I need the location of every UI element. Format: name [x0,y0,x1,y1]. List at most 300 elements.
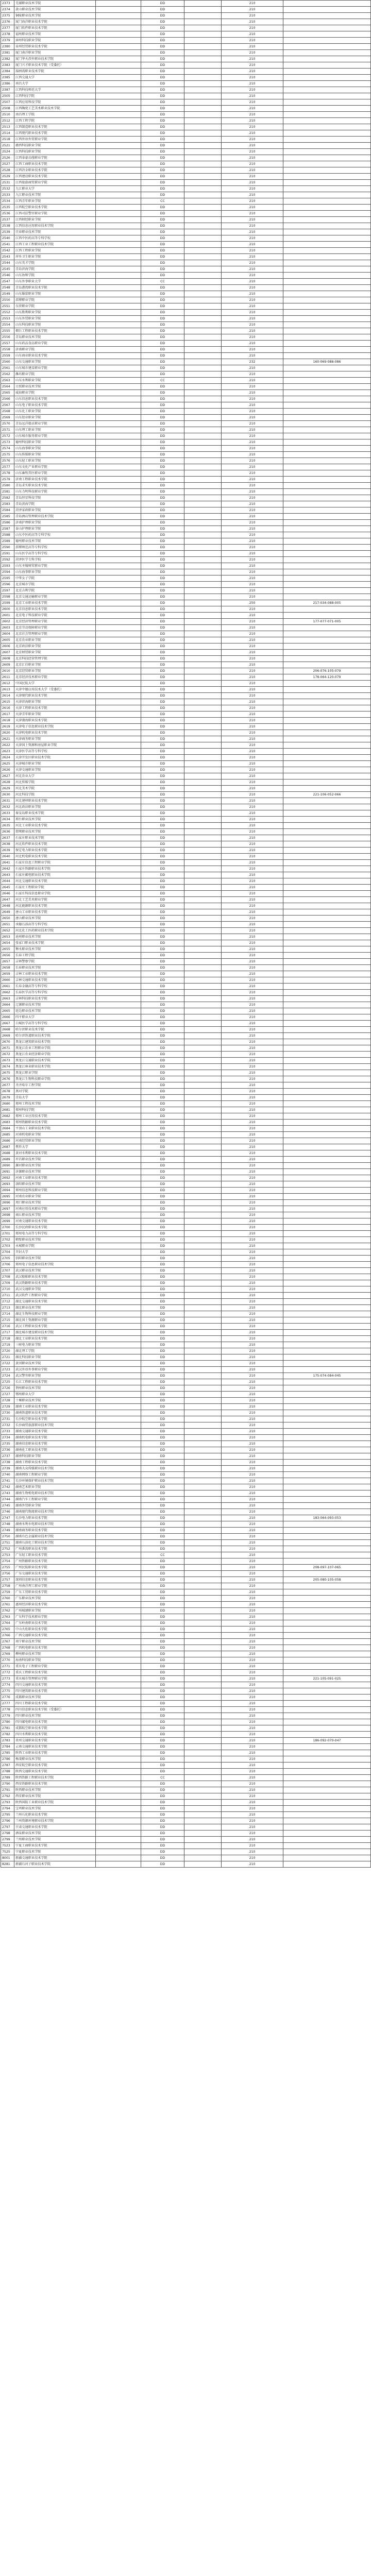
table-cell: DD [141,631,184,637]
table-cell [184,69,222,75]
table-row [1,1014,371,1021]
table-cell: DD [141,44,184,50]
table-cell [184,87,222,93]
table-cell: 2641 [1,860,14,866]
table-cell [184,322,222,328]
table-cell: 白城医学高等专科学校 [14,1021,96,1027]
table-cell: 210 [222,730,283,736]
table-cell: 2573 [1,439,14,446]
table-cell: DD [141,1422,184,1429]
table-cell: DD [141,452,184,458]
table-cell: 2669 [1,1033,14,1039]
table-cell [184,1398,222,1404]
table-cell [96,303,141,310]
table-cell: DD [141,1453,184,1460]
table-cell: DD [141,1478,184,1484]
table-cell: DD [141,38,184,44]
table-cell [283,520,371,526]
table-cell [283,1039,371,1045]
table-cell: 210 [222,643,283,650]
table-cell: 长江工程职业技术学院 [14,1379,96,1385]
table-cell: 长沙环境保护职业技术学院 [14,1478,96,1484]
table-cell: 210 [222,7,283,13]
table-cell: 210 [222,1181,283,1188]
table-cell: 2613 [1,687,14,693]
table-cell [283,353,371,359]
table-cell [184,1089,222,1095]
table-cell [184,637,222,643]
table-cell [96,1812,141,1818]
table-cell: 2555 [1,328,14,334]
table-cell: 2518 [1,137,14,143]
table-cell [96,693,141,699]
table-row [1,1379,371,1385]
table-cell: 210 [222,705,283,711]
table-cell [96,631,141,637]
table-cell [96,1756,141,1762]
table-row [1,1565,371,1571]
table-cell: 江西陶瓷工艺美术职业技术学院 [14,106,96,112]
table-cell: 210 [222,217,283,223]
table-cell: 210 [222,1626,283,1633]
table-cell: 210 [222,1373,283,1379]
table-row [1,1194,371,1200]
table-cell [96,316,141,322]
table-cell: DD [141,996,184,1002]
table-cell: 黑河学院 [14,1089,96,1095]
table-cell [96,130,141,137]
table-row [1,192,371,198]
table-cell: 2731 [1,1416,14,1422]
table-cell: DD [141,260,184,266]
table-cell [283,1571,371,1577]
table-cell: 石家庄信息工程职业学院 [14,860,96,866]
table-cell: 2762 [1,1608,14,1614]
table-cell [283,563,371,569]
table-row [1,606,371,613]
table-cell [283,909,371,916]
table-cell: 2725 [1,1379,14,1385]
table-cell [283,69,371,75]
table-cell [96,1354,141,1361]
table-cell: DD [141,1256,184,1262]
table-cell: 2603 [1,625,14,631]
table-cell [184,891,222,897]
table-cell: 2685 [1,1132,14,1138]
table-cell: DD [141,1033,184,1039]
table-cell: 2601 [1,613,14,619]
table-cell: 黑龙江交通职业技术学院 [14,1058,96,1064]
table-cell: 210 [222,1787,283,1793]
table-cell: DD [141,1571,184,1577]
table-cell: 210 [222,396,283,402]
table-cell [184,334,222,341]
table-cell: 175-074-084-045 [283,1373,371,1379]
table-cell: 210 [222,551,283,557]
table-cell [283,1052,371,1058]
table-cell: 天津机电职业技术学院 [14,730,96,736]
table-cell: DD [141,130,184,137]
table-cell: 山东城市建设职业学院 [14,365,96,371]
table-cell [96,996,141,1002]
table-row [1,823,371,829]
table-cell [184,1367,222,1373]
table-row [1,446,371,452]
table-cell [184,489,222,495]
table-cell: 宁夏工商职业技术学院 [14,1843,96,1849]
table-cell [184,1769,222,1775]
table-cell [283,1713,371,1719]
table-cell: 210 [222,1361,283,1367]
table-cell: 广东轻工职业技术学院 [14,1552,96,1558]
table-row [1,761,371,767]
table-cell: 武汉铁路职业技术学院 [14,1280,96,1286]
table-cell [184,1453,222,1460]
table-cell: 江西外语外贸职业学院 [14,137,96,143]
table-cell [184,575,222,582]
table-cell [184,1138,222,1144]
table-cell: 2707 [1,1268,14,1274]
table-cell [283,1670,371,1676]
table-cell [96,1212,141,1218]
table-cell [96,1701,141,1707]
table-cell: 210 [222,1515,283,1521]
table-row [1,1101,371,1107]
table-cell [96,1039,141,1045]
table-cell [283,1070,371,1076]
table-cell: 湖南外贸职业学院 [14,1503,96,1509]
table-cell [283,371,371,378]
table-cell: 210 [222,1472,283,1478]
table-cell [283,421,371,427]
table-cell: 2668 [1,1027,14,1033]
table-cell: 武汉工程职业技术学院 [14,1324,96,1330]
table-cell [283,532,371,538]
table-row [1,866,371,872]
table-cell [184,977,222,984]
table-cell: 210 [222,143,283,149]
table-cell: 黄冈职业技术学院 [14,1361,96,1367]
table-cell: 2783 [1,1738,14,1744]
table-cell: DD [141,1596,184,1602]
table-row [1,1719,371,1725]
table-cell: 2793 [1,1800,14,1806]
table-cell [96,526,141,532]
table-cell [184,786,222,792]
table-cell [96,1769,141,1775]
table-cell: 南昌理工学院 [14,112,96,118]
table-cell [184,347,222,353]
table-cell [184,396,222,402]
table-cell [96,1713,141,1719]
table-cell [96,1256,141,1262]
table-row [1,266,371,273]
table-cell: DD [141,1330,184,1336]
table-cell: 广州南洋理工职业学院 [14,1583,96,1589]
table-cell [96,477,141,483]
table-cell: 2687 [1,1144,14,1150]
table-cell: DD [141,1089,184,1095]
table-cell: CC [141,279,184,285]
table-cell [96,1861,141,1868]
table-row [1,1138,371,1144]
table-cell [96,1014,141,1021]
table-cell: DD [141,953,184,959]
table-cell [184,569,222,575]
table-row [1,464,371,470]
table-cell: DD [141,1324,184,1330]
table-cell: 德州职业技术学院 [14,538,96,545]
table-cell: DD [141,353,184,359]
table-cell: 长沙航空职业技术学院 [14,1416,96,1422]
table-cell: 210 [222,1392,283,1398]
table-cell [184,1113,222,1120]
table-cell [283,984,371,990]
table-cell: DD [141,1725,184,1732]
table-cell: 宜春职业技术学院 [14,229,96,235]
table-cell [96,1521,141,1528]
table-cell [283,1398,371,1404]
table-cell [184,606,222,613]
table-cell: 湖南信息职业技术学院 [14,1441,96,1447]
table-cell: DD [141,341,184,347]
table-cell: DD [141,1602,184,1608]
table-cell [96,928,141,934]
table-cell: 2563 [1,378,14,384]
table-cell [283,81,371,87]
table-row [1,953,371,959]
table-cell [96,167,141,174]
table-cell: 2385 [1,75,14,81]
table-cell [96,1608,141,1614]
table-cell: DD [141,1045,184,1052]
table-cell [184,1688,222,1694]
table-cell: 湖南工程职业技术学院 [14,1460,96,1466]
table-cell [96,668,141,674]
table-cell [96,1169,141,1175]
table-cell: 山东英才学院 [14,260,96,266]
table-cell [184,1460,222,1466]
table-cell: DD [141,1472,184,1478]
table-cell: 2703 [1,1243,14,1249]
table-row [1,1861,371,1868]
table-cell: DD [141,1719,184,1725]
table-cell: 210 [222,1793,283,1800]
table-cell: DD [141,427,184,433]
table-cell: 210 [222,341,283,347]
table-cell [184,613,222,619]
table-cell: 天津交通职业学院 [14,767,96,773]
table-cell: DD [141,316,184,322]
table-cell: DD [141,959,184,965]
table-row [1,1694,371,1701]
table-cell [283,996,371,1002]
table-cell [283,1014,371,1021]
table-row [1,452,371,458]
table-cell [96,341,141,347]
table-cell: DD [141,390,184,396]
table-row [1,112,371,118]
table-cell: 210 [222,1534,283,1540]
table-cell [96,439,141,446]
table-cell: 210 [222,477,283,483]
table-cell: 2543 [1,254,14,260]
table-cell [184,526,222,532]
table-cell: 210 [222,365,283,371]
table-cell [184,1577,222,1583]
table-row [1,1354,371,1361]
table-cell: DD [141,520,184,526]
table-cell [283,1058,371,1064]
table-row [1,946,371,953]
table-row [1,1237,371,1243]
table-cell [96,1218,141,1225]
table-cell [184,693,222,699]
table-cell: DD [141,798,184,804]
table-cell: 2642 [1,866,14,872]
table-cell: DD [141,1299,184,1305]
table-row [1,1336,371,1342]
table-cell: 天津现代职业技术学院 [14,693,96,699]
table-cell [184,13,222,19]
table-cell [184,359,222,365]
table-cell: 江西建设职业技术学院 [14,174,96,180]
table-cell: 210 [222,903,283,909]
table-cell: DD [141,118,184,124]
table-row [1,1126,371,1132]
table-row [1,514,371,520]
table-cell: 210 [222,1120,283,1126]
table-cell: 210 [222,1188,283,1194]
table-cell [96,545,141,551]
table-cell: DD [141,1361,184,1367]
table-cell: 2780 [1,1719,14,1725]
table-cell: DD [141,1101,184,1107]
table-cell [283,1002,371,1008]
table-cell: 山东外贸职业学院 [14,316,96,322]
table-cell [96,1027,141,1033]
table-cell: 威海职业学院 [14,390,96,396]
table-cell: 黑龙江建筑职业技术学院 [14,1039,96,1045]
table-row [1,1039,371,1045]
table-cell [184,1521,222,1528]
table-cell: DD [141,835,184,841]
table-row [1,1027,371,1033]
table-cell [184,124,222,130]
table-cell [184,137,222,143]
table-cell: 2708 [1,1274,14,1280]
table-cell: 江西泰豪动漫职业学院 [14,155,96,161]
table-cell: 2738 [1,1460,14,1466]
table-cell [283,767,371,773]
table-cell: 210 [222,545,283,551]
table-cell: 210 [222,1676,283,1682]
table-cell [184,38,222,44]
table-cell: 210 [222,1379,283,1385]
table-cell: 酒泉职业技术学院 [14,1831,96,1837]
table-cell: 郑州电子信息职业技术学院 [14,1262,96,1268]
table-cell [283,1614,371,1620]
table-cell: 210 [222,1645,283,1651]
table-cell [283,1218,371,1225]
table-cell [184,1120,222,1126]
table-cell: 江西工程职业学院 [14,248,96,254]
table-cell: 210 [222,922,283,928]
table-cell: 2658 [1,965,14,971]
table-cell [96,1855,141,1861]
table-cell: 210 [222,1701,283,1707]
table-cell: 泉州经贸职业技术学院 [14,44,96,50]
table-row [1,1558,371,1565]
table-cell [283,1460,371,1466]
table-cell: DD [141,860,184,866]
table-cell [184,211,222,217]
table-cell [96,1367,141,1373]
table-cell [96,940,141,946]
table-cell [184,44,222,50]
table-cell: 北京吉利学院 [14,588,96,594]
table-row [1,396,371,402]
table-cell [96,1262,141,1268]
table-cell [283,798,371,804]
table-cell [96,1385,141,1392]
table-cell: 2734 [1,1435,14,1441]
table-cell: 210 [222,971,283,977]
table-cell [184,112,222,118]
table-cell: 210 [222,19,283,25]
table-row [1,582,371,588]
table-cell [283,711,371,718]
table-cell: 210 [222,1163,283,1169]
table-cell: 210 [222,1664,283,1670]
table-cell: 210 [222,69,283,75]
table-cell: DD [141,1249,184,1256]
table-cell: 210 [222,229,283,235]
table-row [1,779,371,786]
table-cell [96,1398,141,1404]
table-cell [184,303,222,310]
table-cell [96,279,141,285]
table-row [1,1490,371,1497]
table-cell: 210 [222,56,283,62]
table-cell: 石家庄铁路职业技术学院 [14,866,96,872]
table-cell [96,260,141,266]
table-cell: DD [141,755,184,761]
table-cell: 信阳职业技术学院 [14,1256,96,1262]
table-cell [283,1404,371,1410]
table-cell: 210 [222,1546,283,1552]
table-cell: 洛阳职业技术学院 [14,1181,96,1188]
table-cell: 210 [222,1775,283,1781]
table-cell [283,124,371,130]
table-cell [184,1509,222,1515]
table-cell: DD [141,62,184,69]
table-cell: 210 [222,631,283,637]
table-cell: DD [141,1837,184,1843]
table-cell: 210 [222,1330,283,1336]
table-cell: 210 [222,1429,283,1435]
table-row [1,545,371,551]
table-cell [184,118,222,124]
table-cell [283,1132,371,1138]
table-cell: 210 [222,198,283,205]
table-row [1,532,371,538]
table-cell: DD [141,7,184,13]
table-cell: DD [141,1385,184,1392]
table-row [1,1552,371,1558]
table-cell: DD [141,1546,184,1552]
table-row [1,1596,371,1602]
